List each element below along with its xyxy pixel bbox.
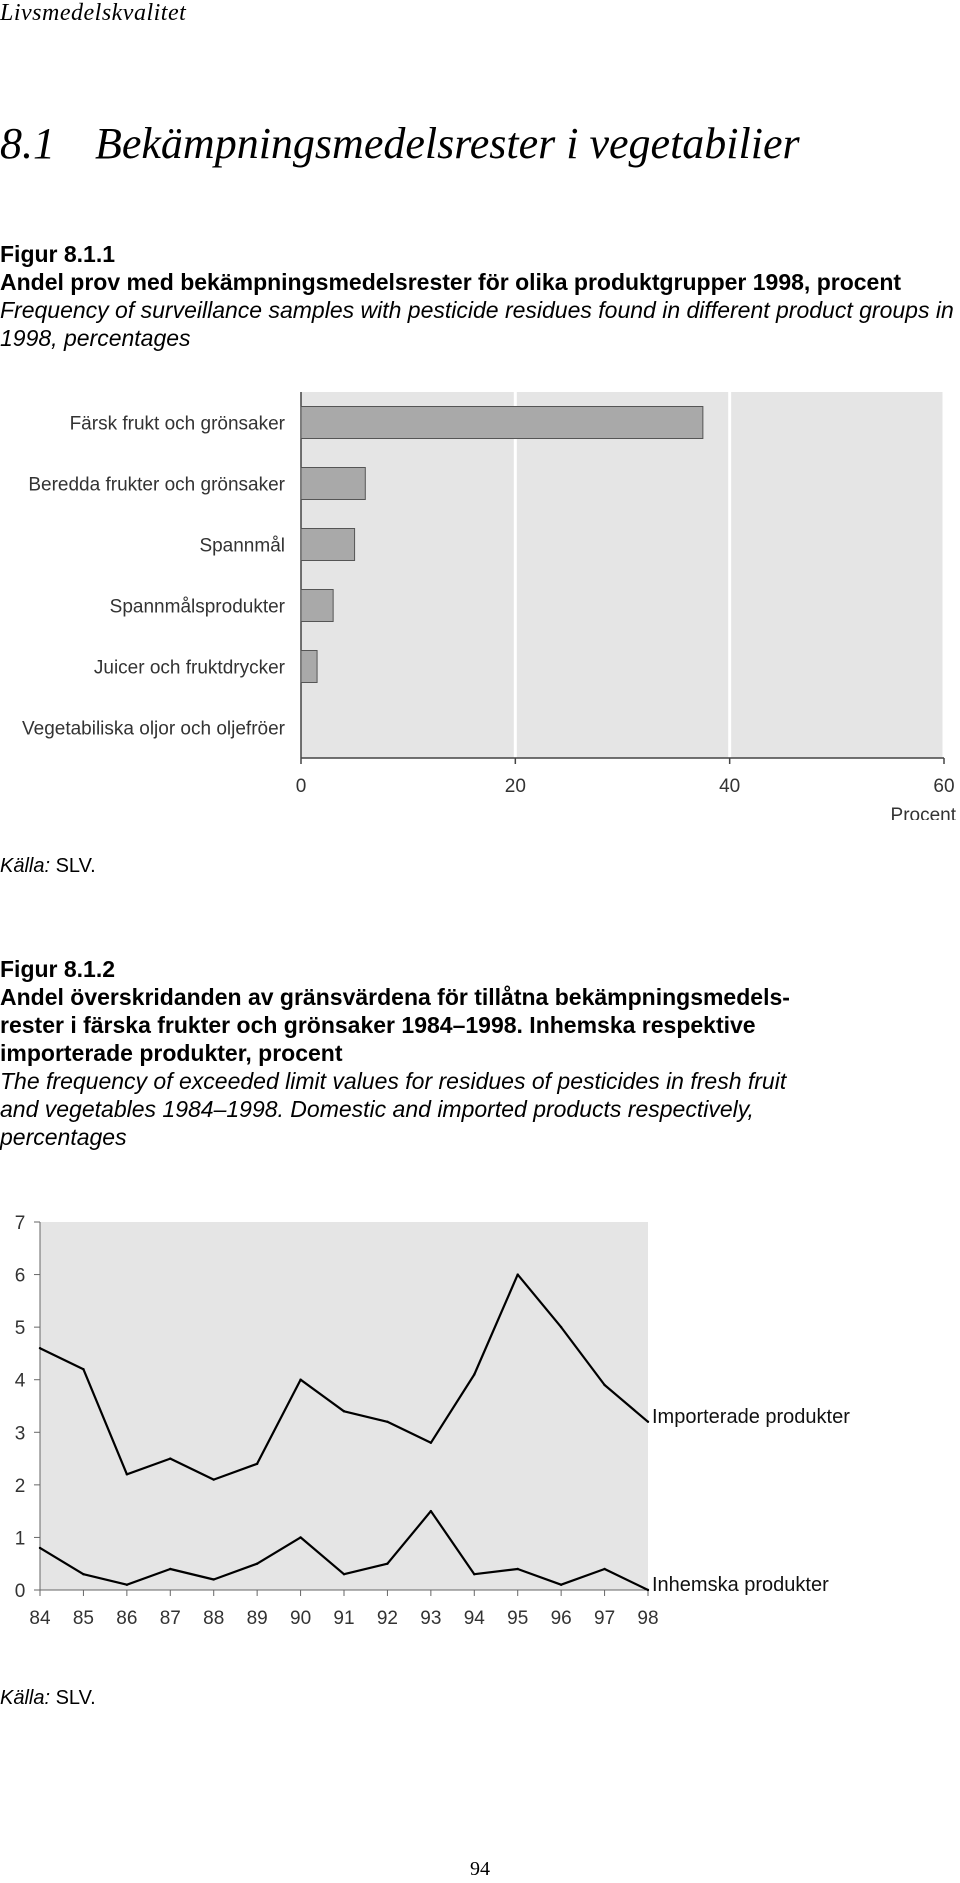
figure-2-line-chart: [0, 1200, 960, 1680]
series-0-point-93: [430, 1442, 432, 1444]
figure-1-source-value: SLV.: [50, 855, 96, 877]
y-tick-label-6: 6: [14, 1265, 26, 1287]
series-1-point-87: [169, 1568, 171, 1570]
category-label-4: Juicer och fruktdrycker: [93, 657, 285, 679]
x-tick-label-91: 91: [333, 1608, 355, 1629]
section-title-text: Bekämpningsmedelsrester i vegetabilier: [95, 119, 800, 168]
section-number: 8.1: [0, 119, 55, 168]
figure-1-title: Andel prov med bekämpningsmedelsrester för olika produktgrupper 1998, procent: [0, 269, 902, 295]
x-tick-label-60: 60: [933, 776, 955, 797]
category-label-0: Färsk frukt och grönsaker: [69, 413, 285, 435]
y-tick-label-0: 0: [14, 1581, 26, 1602]
x-tick-label-86: 86: [116, 1608, 138, 1629]
plot-background: [301, 392, 944, 758]
running-header: Livsmedelskvalitet: [0, 0, 187, 26]
figure-2-source-value: SLV.: [50, 1687, 96, 1709]
series-1-point-96: [560, 1584, 562, 1586]
series-1-point-93: [430, 1510, 432, 1512]
series-label-1: Inhemska produkter: [652, 1574, 829, 1596]
series-0-point-87: [169, 1457, 171, 1459]
figure-2-caption: [0, 955, 958, 1151]
series-0-point-98: [647, 1421, 649, 1423]
y-tick-label-2: 2: [14, 1475, 26, 1497]
category-label-3: Spannmålsprodukter: [109, 596, 285, 618]
y-tick-label-5: 5: [14, 1318, 26, 1340]
x-tick-label-90: 90: [290, 1608, 312, 1629]
bar-4: [301, 651, 317, 683]
series-0-point-86: [126, 1473, 128, 1475]
series-0-point-97: [603, 1384, 605, 1386]
figure-2-source: [0, 1687, 96, 1710]
figure-1-bar-chart: [0, 380, 960, 820]
x-tick-label-98: 98: [637, 1608, 659, 1629]
series-1-point-91: [343, 1573, 345, 1575]
series-1-point-85: [82, 1573, 84, 1575]
figure-1-subtitle: Frequency of surveillance samples with pesticide residues found in different product groups in 1998, percentages: [0, 297, 954, 351]
figure-2-title-line-2: rester i färska frukter och grönsaker 1984–1998. Inhemska respektive: [0, 1012, 756, 1038]
x-tick-label-84: 84: [29, 1608, 51, 1629]
figure-2-title-line-3: importerade produkter, procent: [0, 1040, 343, 1066]
bar-3: [301, 590, 333, 622]
series-0-point-96: [560, 1326, 562, 1328]
x-tick-label-88: 88: [203, 1608, 225, 1629]
y-tick-label-1: 1: [14, 1528, 26, 1550]
bar-2: [301, 529, 355, 561]
y-tick-label-7: 7: [14, 1213, 26, 1234]
series-0-point-88: [213, 1478, 215, 1480]
x-tick-label-93: 93: [420, 1608, 442, 1629]
figure-2-subtitle-line-3: percentages: [0, 1124, 127, 1150]
x-tick-label-0: 0: [295, 776, 307, 797]
category-label-5: Vegetabiliska oljor och oljefröer: [22, 718, 285, 740]
x-tick-label-97: 97: [594, 1608, 616, 1629]
series-1-point-92: [386, 1563, 388, 1565]
series-0-point-89: [256, 1463, 258, 1465]
figure-1-source-label: Källa:: [0, 855, 51, 877]
x-tick-label-96: 96: [550, 1608, 572, 1629]
figure-2-subtitle-line-2: and vegetables 1984–1998. Domestic and imported products respectively,: [0, 1096, 754, 1122]
series-1-point-89: [256, 1563, 258, 1565]
x-axis-title: Procent: [890, 805, 956, 820]
x-tick-label-92: 92: [376, 1608, 398, 1629]
series-1-point-88: [213, 1578, 215, 1580]
series-1-point-95: [517, 1568, 519, 1570]
bar-1: [301, 468, 365, 500]
series-1-point-98: [647, 1589, 649, 1591]
series-0-point-95: [517, 1273, 519, 1275]
series-0-point-90: [299, 1379, 301, 1381]
y-tick-label-3: 3: [14, 1423, 26, 1445]
figure-2-source-label: Källa:: [0, 1687, 51, 1709]
y-tick-label-4: 4: [14, 1370, 26, 1392]
figure-1-caption: [0, 240, 958, 352]
category-label-2: Spannmål: [199, 535, 285, 557]
series-1-point-86: [126, 1584, 128, 1586]
page-number: 94: [470, 1858, 490, 1880]
x-tick-label-85: 85: [72, 1608, 94, 1629]
series-1-point-90: [299, 1536, 301, 1538]
figure-2-label: Figur 8.1.2: [0, 956, 116, 982]
series-1-point-97: [603, 1568, 605, 1570]
series-1-point-84: [39, 1547, 41, 1549]
series-1-point-94: [473, 1573, 475, 1575]
x-tick-label-87: 87: [159, 1608, 181, 1629]
bar-0: [301, 407, 703, 439]
figure-2-title-line-1: Andel överskridanden av gränsvärdena för tillåtna bekämpningsmedels-: [0, 984, 790, 1010]
x-tick-label-89: 89: [246, 1608, 268, 1629]
series-0-point-92: [386, 1421, 388, 1423]
x-tick-label-94: 94: [463, 1608, 485, 1629]
series-0-point-94: [473, 1373, 475, 1375]
plot-background: [40, 1222, 648, 1590]
category-label-1: Beredda frukter och grönsaker: [28, 474, 285, 496]
figure-1-label: Figur 8.1.1: [0, 241, 116, 267]
x-tick-label-20: 20: [504, 776, 526, 797]
series-0-point-91: [343, 1410, 345, 1412]
series-label-0: Importerade produkter: [652, 1405, 850, 1428]
x-tick-label-40: 40: [719, 776, 741, 797]
section-heading: [0, 118, 800, 169]
series-0-point-85: [82, 1368, 84, 1370]
series-0-point-84: [39, 1347, 41, 1349]
figure-1-source: [0, 855, 96, 878]
figure-2-subtitle-line-1: The frequency of exceeded limit values for residues of pesticides in fresh fruit: [0, 1068, 787, 1094]
x-tick-label-95: 95: [507, 1608, 529, 1629]
